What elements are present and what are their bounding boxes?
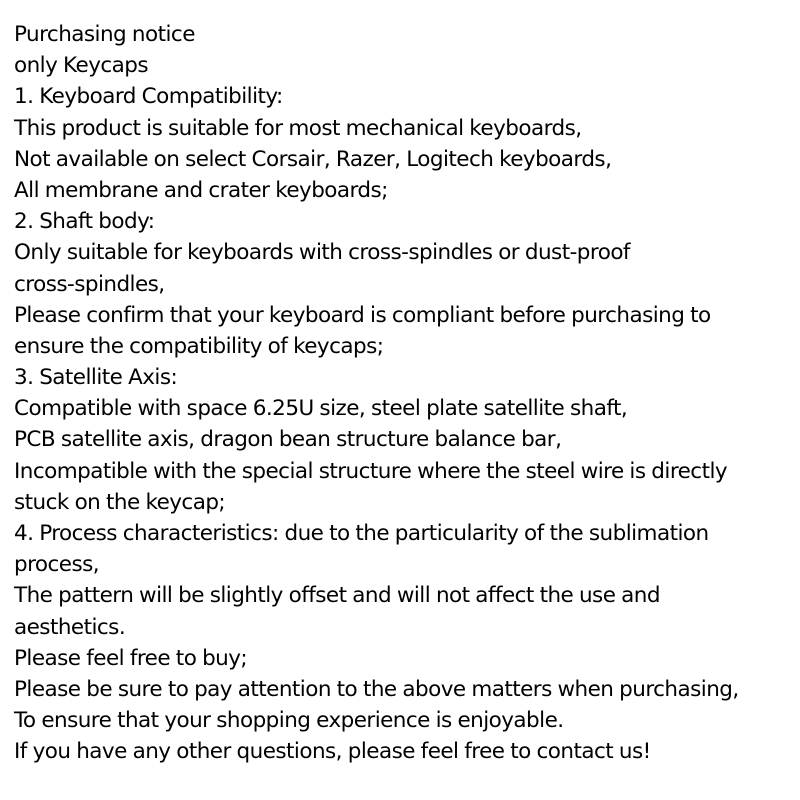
section-heading-compatibility: 1. Keyboard Compatibility: [14, 84, 283, 110]
notice-line: This product is suitable for most mechanical keyboards, [14, 115, 582, 141]
notice-line: ensure the compatibility of keycaps; [14, 333, 384, 359]
notice-line: Please confirm that your keyboard is compliant before purchasing to [14, 302, 711, 328]
notice-line: process, [14, 552, 100, 578]
notice-line: Please be sure to pay attention to the above matters when purchasing, [14, 676, 739, 702]
notice-line: The pattern will be slightly offset and will not affect the use and [14, 583, 660, 609]
contact-line: If you have any other questions, please feel free to contact us! [14, 739, 651, 765]
notice-title: Purchasing notice [14, 22, 195, 47]
notice-subtitle: only Keycaps [14, 53, 149, 79]
section-heading-satellite-axis: 3. Satellite Axis: [14, 365, 178, 391]
notice-line: stuck on the keycap; [14, 489, 226, 515]
purchasing-notice [14, 19, 794, 768]
notice-line: Not available on select Corsair, Razer, Logitech keyboards, [14, 146, 612, 172]
notice-line: PCB satellite axis, dragon bean structure balance bar, [14, 427, 562, 453]
notice-line: Incompatible with the special structure where the steel wire is directly [14, 458, 728, 484]
notice-line: cross-spindles, [14, 271, 165, 297]
section-heading-process: 4. Process characteristics: due to the particularity of the sublimation [14, 521, 709, 546]
notice-line: Compatible with space 6.25U size, steel plate satellite shaft, [14, 396, 628, 422]
notice-line: aesthetics. [14, 614, 126, 640]
notice-line: Only suitable for keyboards with cross-spindles or dust-proof [14, 240, 630, 266]
notice-line: Please feel free to buy; [14, 645, 248, 671]
section-heading-shaft-body: 2. Shaft body: [14, 209, 155, 235]
notice-line: All membrane and crater keyboards; [14, 177, 388, 203]
notice-line: To ensure that your shopping experience is enjoyable. [14, 708, 564, 734]
